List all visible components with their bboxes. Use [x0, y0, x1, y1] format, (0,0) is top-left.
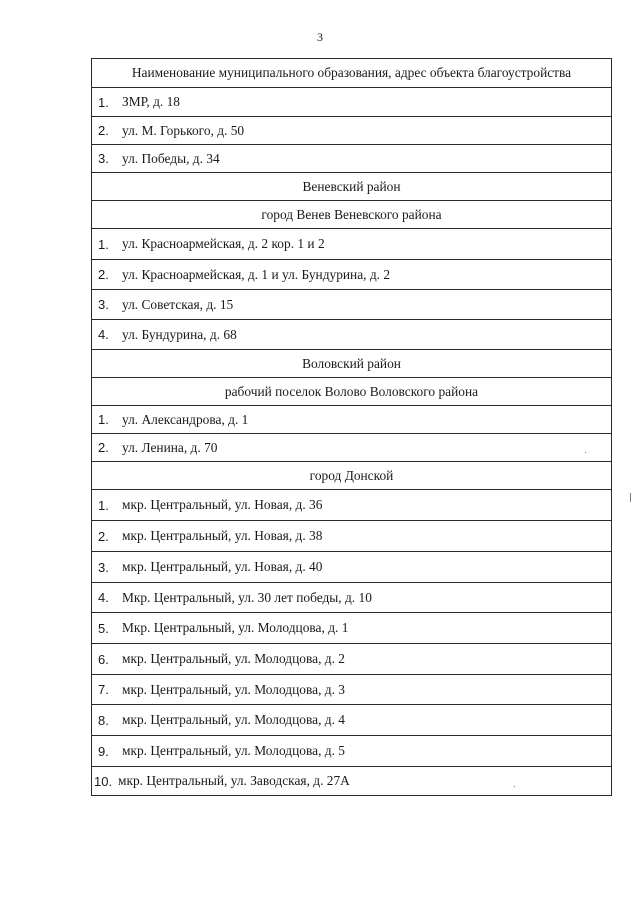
- row-number: 2.: [98, 123, 109, 138]
- district-heading: Веневский район: [92, 173, 611, 201]
- row-address: мкр. Центральный, ул. Новая, д. 38: [122, 528, 323, 543]
- row-address: ЗМР, д. 18: [122, 94, 180, 109]
- table-row: [92, 320, 611, 350]
- objects-table: [91, 58, 612, 796]
- scan-edge-mark: [630, 493, 631, 502]
- row-number: 9.: [98, 743, 109, 759]
- row-address: ул. Александрова, д. 1: [122, 411, 249, 427]
- row-address: мкр. Центральный, ул. Новая, д. 36: [122, 497, 323, 512]
- page-number: 3: [317, 30, 323, 44]
- table-row: [92, 117, 611, 145]
- row-number: 3.: [98, 559, 109, 575]
- settlement-heading: рабочий поселок Волово Воловского района: [92, 378, 611, 406]
- table-row: [92, 675, 611, 705]
- table-row: [92, 290, 611, 320]
- row-address: ул. Красноармейская, д. 1 и ул. Бундурина, д. 2: [122, 266, 391, 282]
- row-number: 1.: [98, 236, 109, 252]
- row-number: 1.: [98, 412, 109, 427]
- row-number: 2.: [98, 528, 109, 544]
- row-address: мкр. Центральный, ул. Заводская, д. 27А: [118, 773, 350, 788]
- table-row: [92, 260, 611, 290]
- row-address: Мкр. Центральный, ул. Молодцова, д. 1: [122, 620, 349, 635]
- row-address: ул. Красноармейская, д. 2 кор. 1 и 2: [122, 236, 325, 251]
- row-number: 8.: [98, 712, 109, 728]
- row-number: 1.: [98, 497, 109, 513]
- table-row: [92, 736, 611, 767]
- table-row: [92, 229, 611, 260]
- table-row: [92, 613, 611, 644]
- row-address: мкр. Центральный, ул. Молодцова, д. 4: [122, 712, 345, 727]
- row-number: 2.: [98, 440, 109, 455]
- table-row: [92, 88, 611, 117]
- table-row: [92, 552, 611, 583]
- table-row: [92, 705, 611, 736]
- row-number: 7.: [98, 682, 109, 697]
- row-number: 6.: [98, 651, 109, 667]
- row-number: 3.: [98, 151, 109, 166]
- row-number: 5.: [98, 620, 109, 636]
- row-number: 2.: [98, 267, 109, 282]
- row-address: мкр. Центральный, ул. Новая, д. 40: [122, 559, 323, 574]
- row-number: 10.: [94, 773, 113, 789]
- row-address: ул. Победы, д. 34: [122, 150, 220, 166]
- table-row: [92, 521, 611, 552]
- row-address: ул. Бундурина, д. 68: [122, 326, 237, 342]
- row-address: мкр. Центральный, ул. Молодцова, д. 2: [122, 651, 345, 666]
- row-number: 4.: [98, 327, 109, 342]
- row-address: Мкр. Центральный, ул. 30 лет победы, д. 10: [122, 589, 372, 605]
- row-address: мкр. Центральный, ул. Молодцова, д. 5: [122, 743, 345, 758]
- table-row: [92, 644, 611, 675]
- table-row: [92, 490, 611, 521]
- row-address: ул. Советская, д. 15: [122, 296, 234, 312]
- table-row: [92, 434, 611, 462]
- row-address: ул. Ленина, д. 70: [122, 439, 218, 455]
- row-address: мкр. Центральный, ул. Молодцова, д. 3: [122, 681, 345, 697]
- table-row: [92, 145, 611, 173]
- row-number: 3.: [98, 297, 109, 312]
- table-row: [92, 583, 611, 613]
- row-address: ул. М. Горького, д. 50: [122, 122, 245, 138]
- row-number: 1.: [98, 94, 109, 110]
- district-heading: Воловский район: [92, 350, 611, 378]
- settlement-heading: город Донской: [92, 462, 611, 490]
- table-header: Наименование муниципального образования, адрес объекта благоустройства: [92, 59, 611, 88]
- settlement-heading: город Венев Веневского района: [92, 201, 611, 229]
- scan-speck: [514, 786, 515, 787]
- table-row: [92, 406, 611, 434]
- row-number: 4.: [98, 590, 109, 605]
- table-row: [92, 767, 611, 796]
- scan-speck: [585, 452, 586, 453]
